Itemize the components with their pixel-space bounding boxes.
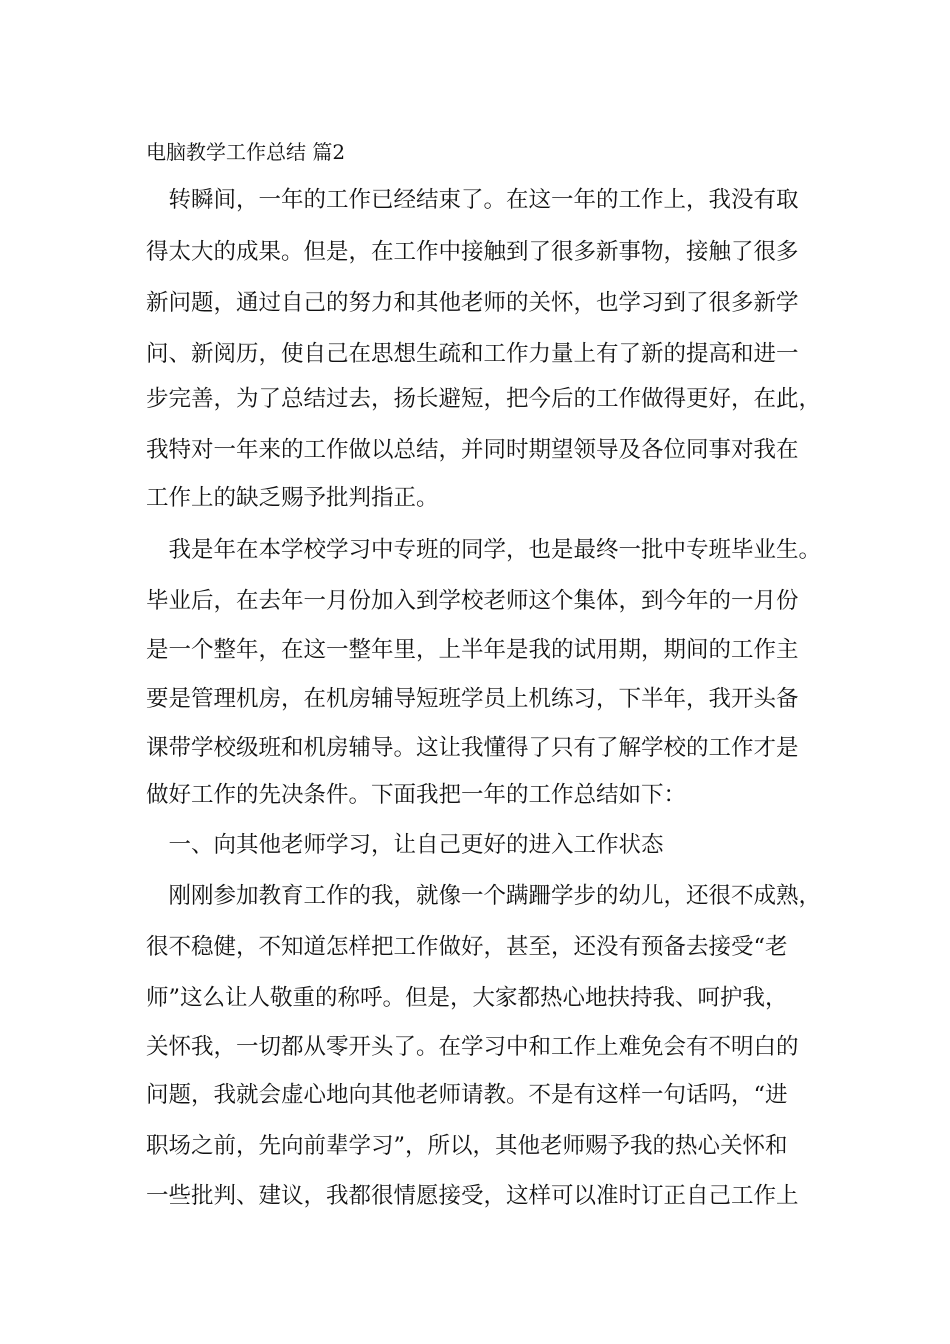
paragraph-line: 得太大的成果。但是，在工作中接触到了很多新事物，接触了很多 (146, 239, 799, 265)
paragraph-line: 步完善，为了总结过去，扬长避短，把今后的工作做得更好，在此， (146, 386, 822, 412)
paragraph-line: 一些批判、建议，我都很情愿接受，这样可以准时订正自己工作上 (146, 1183, 799, 1209)
paragraph-line: 刚刚参加教育工作的我，就像一个蹒跚学步的幼儿，还很不成熟， (146, 883, 822, 909)
document-heading: 电脑教学工作总结 篇2 (146, 140, 346, 164)
paragraph-line: 问、新阅历，使自己在思想生疏和工作力量上有了新的提高和进一 (146, 341, 799, 367)
paragraph-line: 要是管理机房，在机房辅导短班学员上机练习，下半年，我开头备 (146, 686, 799, 712)
paragraph-line: 问题，我就会虚心地向其他老师请教。不是有这样一句话吗，“进 (146, 1082, 788, 1108)
paragraph-line: 很不稳健，不知道怎样把工作做好，甚至，还没有预备去接受“老 (146, 934, 788, 960)
paragraph-line: 职场之前，先向前辈学习”，所以，其他老师赐予我的热心关怀和 (146, 1133, 788, 1159)
paragraph-line: 我是年在本学校学习中专班的同学，也是最终一批中专班毕业生。 (146, 537, 822, 563)
paragraph-line: 做好工作的先决条件。下面我把一年的工作总结如下： (146, 782, 687, 808)
paragraph-line: 毕业后，在去年一月份加入到学校老师这个集体，到今年的一月份 (146, 588, 799, 614)
paragraph-line: 关怀我，一切都从零开头了。在学习中和工作上难免会有不明白的 (146, 1034, 799, 1060)
paragraph-line: 工作上的缺乏赐予批判指正。 (146, 485, 439, 511)
paragraph-line: 我特对一年来的工作做以总结，并同时期望领导及各位同事对我在 (146, 437, 799, 463)
paragraph-line: 课带学校级班和机房辅导。这让我懂得了只有了解学校的工作才是 (146, 735, 799, 761)
paragraph-line: 是一个整年，在这一整年里，上半年是我的试用期，期间的工作主 (146, 637, 799, 663)
paragraph-line: 新问题，通过自己的努力和其他老师的关怀，也学习到了很多新学 (146, 290, 799, 316)
paragraph-line: 转瞬间，一年的工作已经结束了。在这一年的工作上，我没有取 (146, 187, 799, 213)
section-heading: 一、向其他老师学习，让自己更好的进入工作状态 (146, 832, 664, 858)
paragraph-line: 师”这么让人敬重的称呼。但是，大家都热心地扶持我、呵护我， (146, 985, 788, 1011)
